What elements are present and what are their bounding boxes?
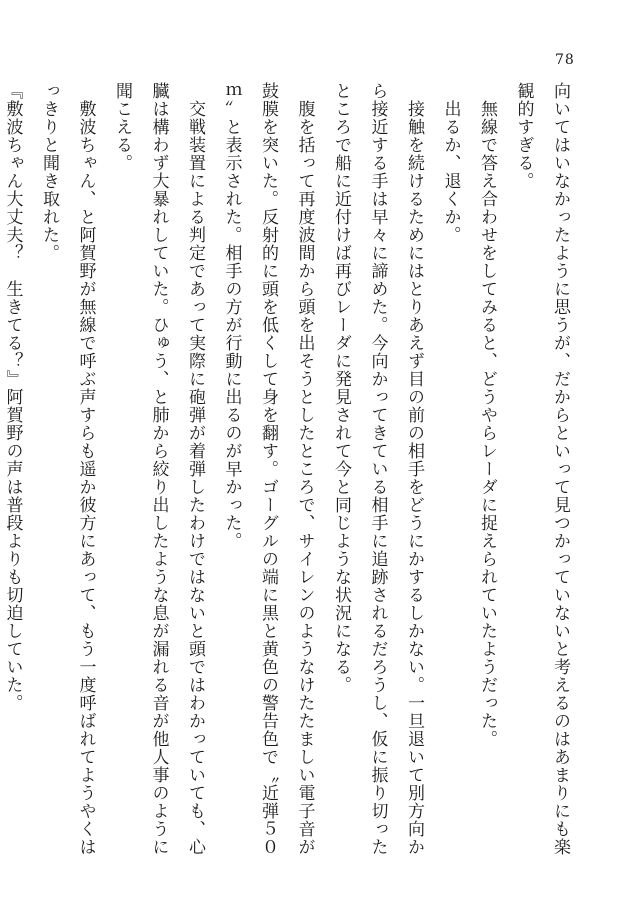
text-line: 観的すぎる。 [513,82,534,190]
text-line: 聞こえる。 [112,82,132,172]
vertical-text-body [2,82,578,882]
text-line: ところで船に近付けば再びレーダに発見されて今と同じような状況になる。 [331,82,351,694]
text-line: 臓は構わず大暴れしていた。ひゅう、と肺から絞り出したような息が漏れる音が他人事のように [148,82,169,856]
text-line: ら接近する手は早々に諦めた。今向かってきている相手に追跡されるだろうし、仮に振り切った [367,82,388,856]
text-line: 接触を続けるためにはとりあえず目の前の相手をどうにかするしかない。一旦退いて別方向か [404,82,424,856]
text-line: 『敷波ちゃん大丈夫？ 生きてる？』阿賀野の声は普段よりも切迫していた。 [2,82,23,712]
text-line: 腹を括って再度波間から頭を出そうとしたところで、サイレンのようなけたたましい電子音が [294,82,315,856]
text-line: 交戦装置による判定であって実際に砲弾が着弾したわけではないと頭ではわかっていても、心 [185,82,205,856]
text-line: 向いてはいなかったように思うが、だからといって見つかっていないと考えるのはあまりにも楽 [550,82,570,856]
text-line: っきりと聞き取れた。 [39,82,59,262]
text-line: 鼓膜を突いた。反射的に頭を低くして身を翻す。ゴーグルの端に黒と黄色の警告色で〝近弾５０ [258,82,278,856]
page-number: 78 [555,52,575,68]
text-line: 敷波ちゃん、と阿賀野が無線で呼ぶ声すらも遥か彼方にあって、もう一度呼ばれてようやくは [75,82,96,856]
text-line: 無線で答え合わせをしてみると、どうやらレーダに捉えられていたようだった。 [477,82,497,748]
text-line: 出るか、退くか。 [440,82,461,244]
text-line: ｍ〟と表示された。相手の方が行動に出るのが早かった。 [221,82,242,550]
